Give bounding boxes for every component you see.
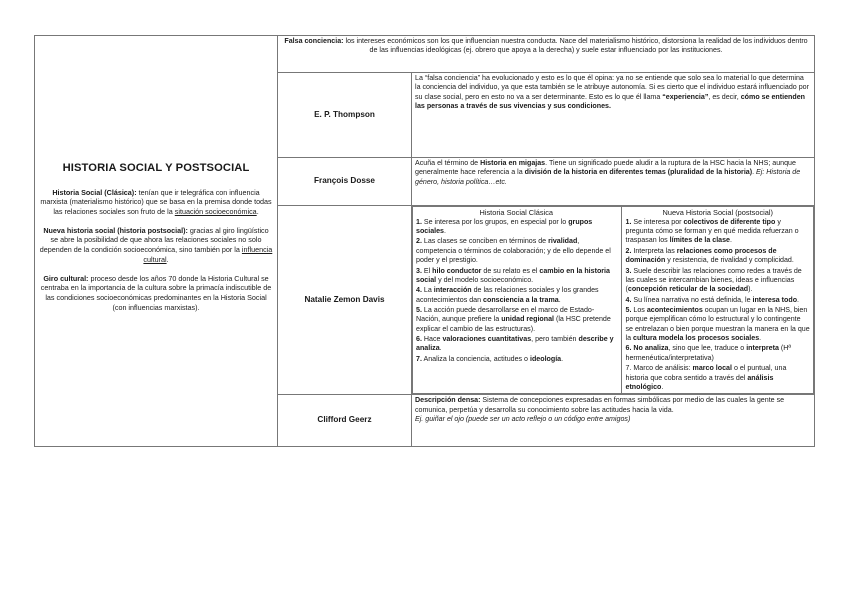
davis-comparison — [412, 206, 815, 395]
author-dosse: François Dosse — [278, 158, 412, 206]
postsocial-item: 7. Marco de análisis: marco local o el puntual, una historia que cobra sentido a través del análisis etnológico. — [625, 364, 787, 391]
classic-item: 3. El hilo conductor de su relato es el cambio en la historia social y del modelo socioeconómico. — [416, 266, 610, 284]
postsocial-item: 3. Suele describir las relaciones como redes a través de las cuales se intercambian bienes, ideas e influencias (concepción reticular de la sociedad). — [625, 266, 802, 294]
postsocial-item: 4. Su línea narrativa no está definida, le interesa todo. — [625, 295, 800, 304]
giro-cultural-paragraph: Giro cultural: proceso desde los años 70 donde la Historia Cultural se centraba en la importancia de la cultura sobre la primacía indiscutible de las condiciones socioeconómicas predominantes en la Historia Social (con influencias marxistas). — [40, 273, 272, 312]
postsocial-item: 2. Interpreta las relaciones como procesos de dominación y resistencia, de rivalidad y complicidad. — [625, 246, 794, 265]
author-davis: Natalie Zemon Davis — [278, 206, 412, 395]
classic-items — [416, 218, 617, 364]
classic-item: 1. Se interesa por los grupos, en especial por lo grupos sociales. — [416, 217, 593, 236]
postsocial-item: 1. Se interesa por colectivos de diferente tipo y pregunta cómo se forman y en qué medida refuerzan o traspasan los límites de la clase. — [625, 217, 799, 245]
comparison-table — [412, 206, 814, 394]
classic-column-title: Historia Social Clásica — [479, 208, 554, 217]
page-title: HISTORIA SOCIAL Y POSTSOCIAL — [62, 161, 250, 174]
dosse-description: Acuña el término de Historia en migajas. Tiene un significado puede aludir a la ruptura de la HSC hacia la NHS; aunque generalmente hace referencia a la división de la historia en diferentes temas (pluralidad de la historia). Ej: Historia de género, historia política…etc. — [412, 158, 815, 206]
postsocial-column — [621, 207, 814, 394]
classic-item: 7. Analiza la conciencia, actitudes o ideología. — [416, 354, 564, 363]
classic-column — [413, 207, 622, 394]
historia-social-paragraph: Historia Social (Clásica): tenían que ir telegráfica con influencia marxista (materialismo histórico) que se basa en la premisa donde todas las relaciones sociales son fruto de la situación socioeconómica. — [40, 187, 272, 216]
author-thompson: E. P. Thompson — [278, 73, 412, 158]
falsa-conciencia-cell: Falsa conciencia: los intereses económicos son los que influencian nuestra conducta. Nace del materialismo histórico, distorsiona la realidad de los individuos dentro de las influencias ideológicas (ej. obrero que apoya a la derecha) y suele estar influenciado por las instituciones. — [278, 36, 815, 73]
geertz-description: Descripción densa: Sistema de concepciones expresadas en formas simbólicas por medio de las cuales la gente se comunica, perpetúa y desarrolla su conocimiento sobre las actitudes hacia la vida. Ej. guiñar el ojo (puede ser un acto reflejo o un código entre amigos) — [412, 395, 815, 447]
thompson-description: La “falsa conciencia” ha evolucionado y esto es lo que él opina: ya no se entiende que solo sea lo material lo que determina la conciencia del individuo, ya que esta también se le atribuye autonomía. Si es cierto que el individuo estará influenciado por su clase social, pero en esto no va a ser determinante. Esto es lo que él llama “experiencia”, es decir, cómo se entienden las personas a través de sus vivencias y sus condiciones. — [412, 73, 815, 158]
classic-item: 6. Hace valoraciones cuantitativas, pero también describe y analiza. — [416, 335, 614, 353]
postsocial-item: 6. No analiza, sino que lee, traduce o interpreta (Hª hermenéutica/interpretativa) — [625, 344, 791, 362]
left-summary-cell — [35, 36, 278, 447]
classic-item: 5. La acción puede desarrollarse en el marco de Estado-Nación, aunque prefiere la unidad regional (la HSC pretende explicar el cambio de las estructuras). — [416, 306, 611, 333]
postsocial-item: 5. Los acontecimientos ocupan un lugar en la NHS, bien porque ejemplifican cómo lo estructural y lo contingente se entrelazan o bien porque muestran la manera en la que la cultura modela los procesos sociales. — [625, 306, 810, 343]
nueva-historia-paragraph: Nueva historia social (historia postsocial): gracias al giro lingüístico se abre la posibilidad de que ahora las relaciones sociales no solo dependen de la condición socioeconómica, sino también por la influencia cultural. — [39, 225, 273, 264]
summary-table — [34, 35, 815, 447]
classic-item: 4. La interacción de las relaciones sociales y los grandes acontecimientos dan consciencia a la trama. — [416, 286, 599, 304]
classic-item: 2. Las clases se conciben en términos de rivalidad, competencia o términos de colaboración; y de ello depende el poder y el prestigio. — [416, 237, 611, 265]
postsocial-items — [626, 218, 811, 392]
postsocial-column-title: Nueva Historia Social (postsocial) — [662, 208, 773, 217]
author-geertz: Clifford Geerz — [278, 395, 412, 447]
